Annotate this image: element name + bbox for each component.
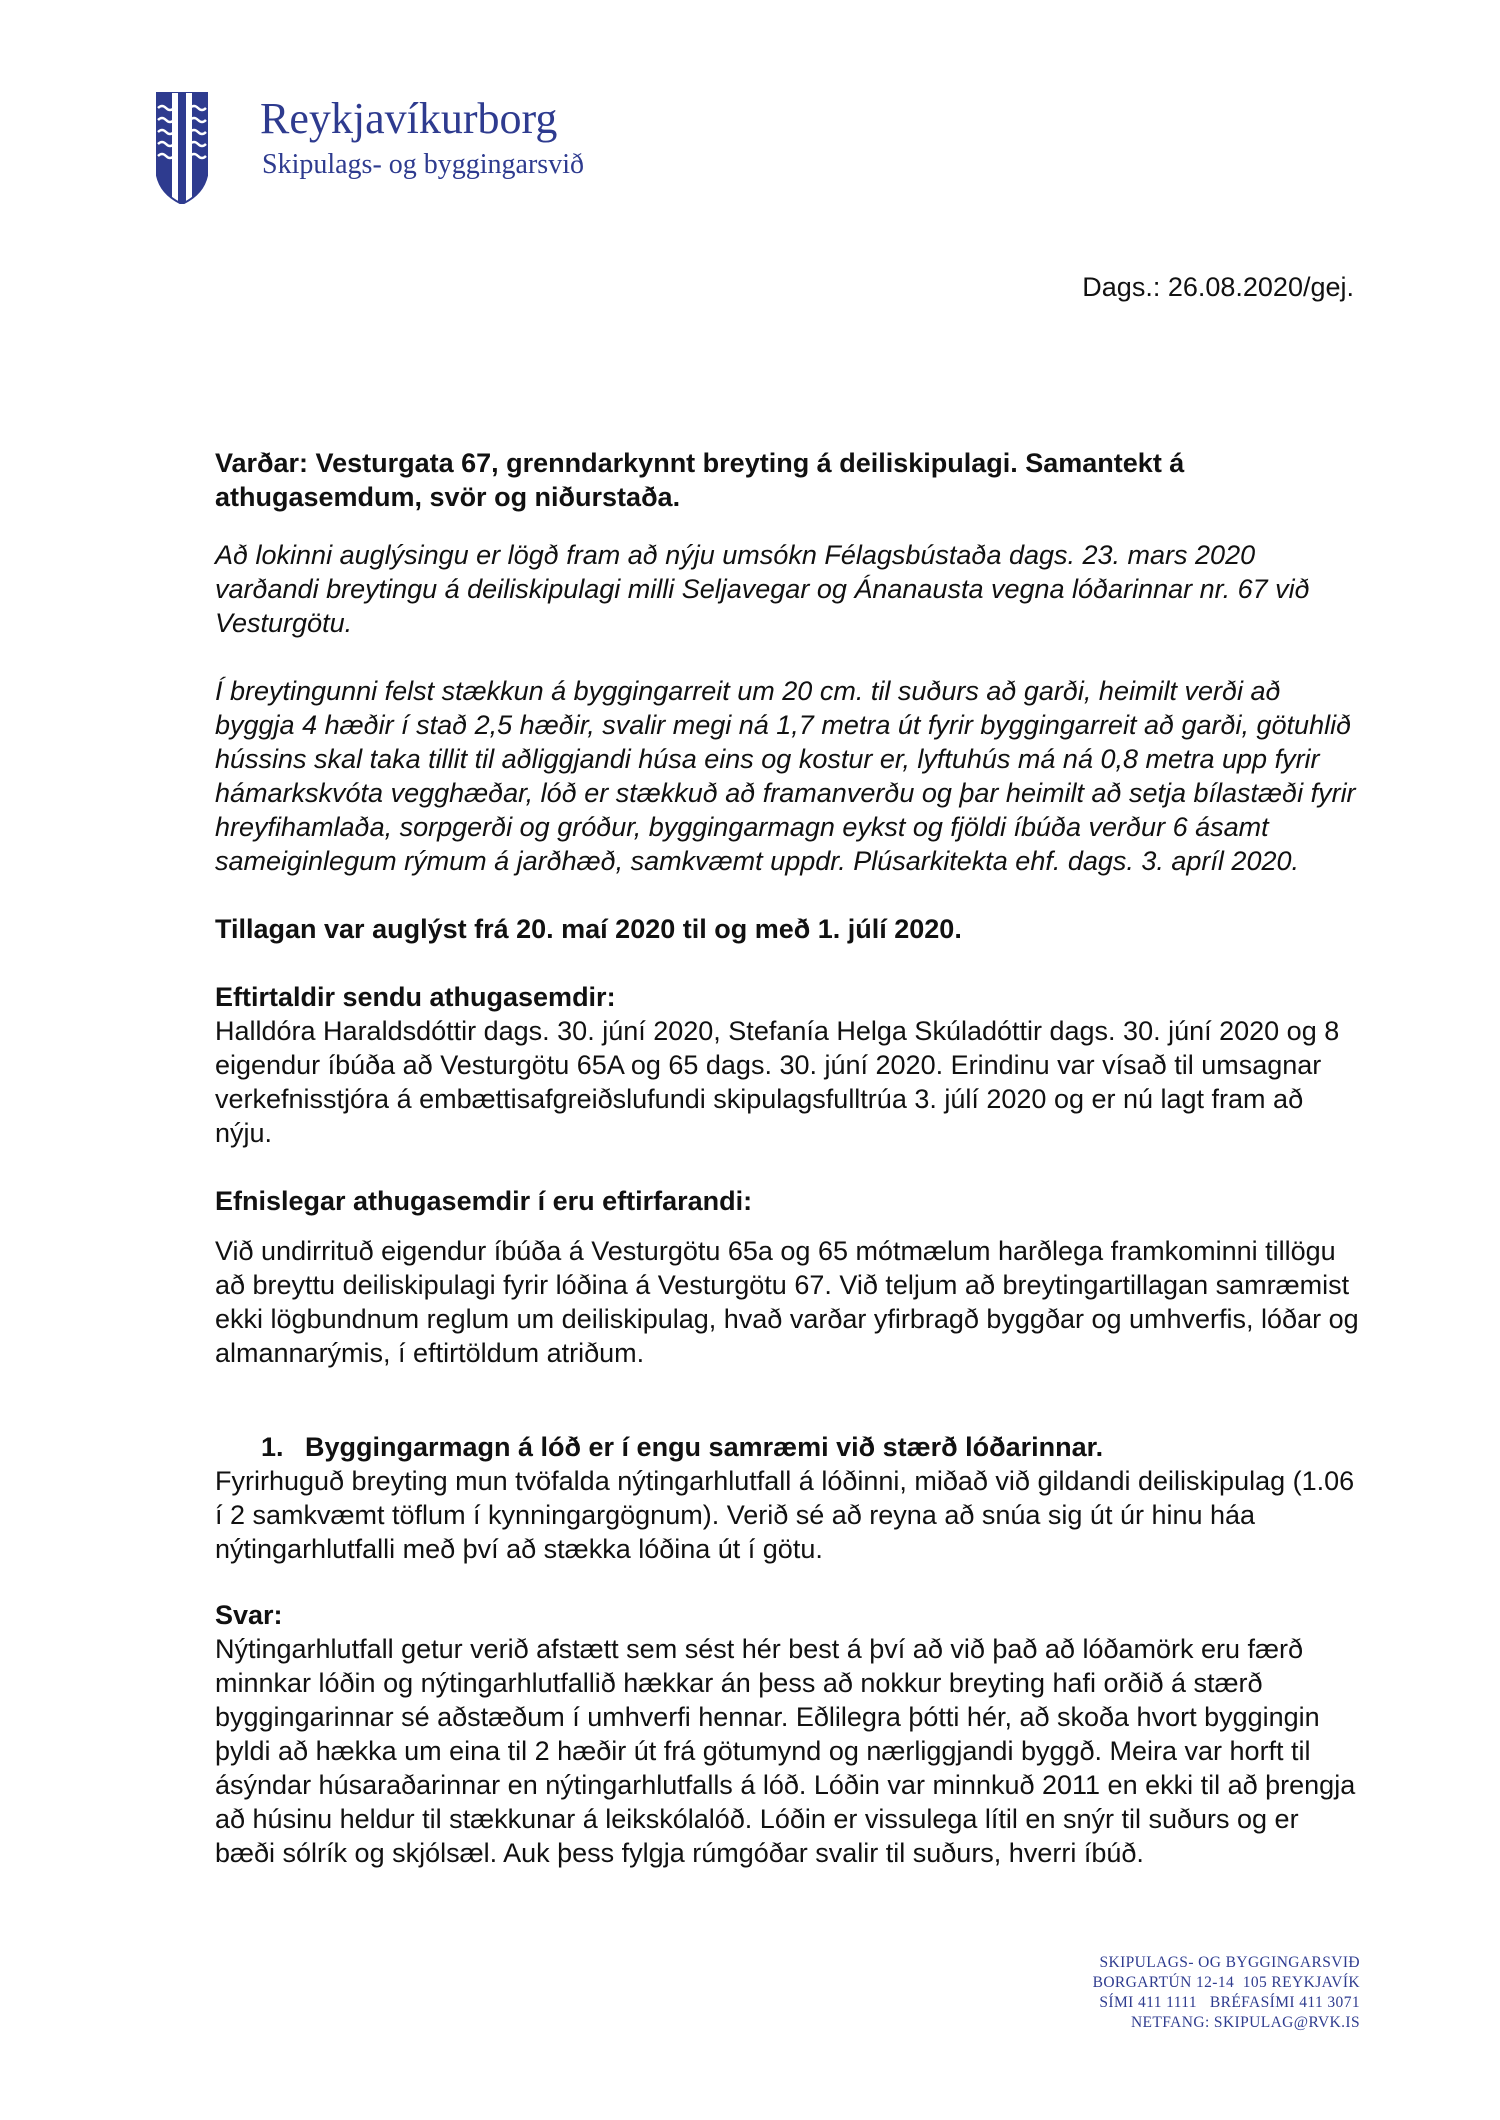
objections-heading: Efnislegar athugasemdir í eru eftirfarandi: xyxy=(215,1186,753,1216)
item-1-text: Fyrirhuguð breyting mun tvöfalda nýtingarhlutfall á lóðinni, miðað við gildandi deiliskipulag (1.06 í 2 samkvæmt töflum í kynningargögnum). Verið sé að reyna að snúa sig út úr hinu háa nýtingarhlutfalli með því að stækka lóðina út í götu. xyxy=(215,1466,1355,1564)
objections-text: Við undirrituð eigendur íbúða á Vesturgötu 65a og 65 mótmælum harðlega framkominni tillögu að breyttu deiliskipulagi fyrir lóðina á Vesturgötu 67. Við teljum að breytingartillagan samræmist ekki lögbundnum reglum um deiliskipulag, hvað varðar yfirbragð byggðar og umhverfis, lóðar og almannarýmis, í eftirtöldum atriðum. xyxy=(215,1236,1359,1368)
description-paragraph: Í breytingunni felst stækkun á byggingarreit um 20 cm. til suðurs að garði, heimilt verði að byggja 4 hæðir í stað 2,5 hæðir, svalir megi ná 1,7 metra út fyrir byggingarreit að garði, götuhlið hússins skal taka tillit til aðliggjandi húsa eins og kostur er, lyftuhús má ná 0,8 metra upp fyrir hámarkskvóta vegghæðar, lóð er stækkuð að framanverðu og þar heimilt að setja bílastæði fyrir hreyfihamlaða, sorpgerði og gróður, byggingarmagn eykst og fjöldi íbúða verður 6 ásamt sameiginlegum rýmum á jarðhæð, samkvæmt uppdr. Plúsarkitekta ehf. dags. 3. apríl 2020. xyxy=(215,676,1356,876)
org-subtitle: Skipulags- og byggingarsvið xyxy=(262,149,584,180)
item-1-title xyxy=(215,1430,1365,1464)
footer-line-1: SKIPULAGS- OG BYGGINGARSVIÐ xyxy=(1099,1954,1360,1971)
senders-section xyxy=(215,980,1365,1150)
footer-address xyxy=(1093,1953,1360,2033)
subject-line: Varðar: Vesturgata 67, grenndarkynnt breyting á deiliskipulagi. Samantekt á athugasemdum, svör og niðurstaða. xyxy=(215,448,1185,512)
item-1-number: 1. xyxy=(261,1432,284,1462)
footer-line-4: NETFANG: SKIPULAG@RVK.IS xyxy=(1130,2014,1360,2031)
item-1-title-text: Byggingarmagn á lóð er í engu samræmi við stærð lóðarinnar. xyxy=(305,1432,1104,1462)
answer-text: Nýtingarhlutfall getur verið afstætt sem sést hér best á því að við það að lóðamörk eru færð minnkar lóðin og nýtingarhlutfallið hækkar án þess að nokkur breyting hafi orðið á stærð byggingarinnar sé aðstæðum í umhverfi hennar. Eðlilegra þótti hér, að skoða hvort byggingin þyldi að hækka um eina til 2 hæðir út frá götumynd og nærliggjandi byggð. Meira var horft til ásýndar húsaraðarinnar en nýtingarhlutfalls á lóð. Lóðin var minnkuð 2011 en ekki til að þrengja að húsinu heldur til stækkunar á leikskólalóð. Lóðin er vissulega lítil en snýr til suðurs og er bæði sólrík og skjólsæl. Auk þess fylgja rúmgóðar svalir til suðurs, hverri íbúð. xyxy=(215,1634,1356,1868)
advertised-period: Tillagan var auglýst frá 20. maí 2020 til og með 1. júlí 2020. xyxy=(215,914,962,944)
senders-text: Halldóra Haraldsdóttir dags. 30. júní 2020, Stefanía Helga Skúladóttir dags. 30. júní 2020 og 8 eigendur íbúða að Vesturgötu 65A og 65 dags. 30. júní 2020. Erindinu var vísað til umsagnar verkefnisstjóra á embættisafgreiðslufundi skipulagsfulltrúa 3. júlí 2020 og er nú lagt fram að nýju. xyxy=(215,1016,1340,1148)
intro-paragraph: Að lokinni auglýsingu er lögð fram að nýju umsókn Félagsbústaða dags. 23. mars 2020 varðandi breytingu á deiliskipulagi milli Seljavegar og Ánanausta vegna lóðarinnar nr. 67 við Vesturgötu. xyxy=(215,540,1310,638)
document-date: Dags.: 26.08.2020/gej. xyxy=(1082,272,1354,302)
letter-body xyxy=(215,446,1365,1870)
footer-line-3: SÍMI 411 1111 BRÉFASÍMI 411 3071 xyxy=(1099,1994,1360,2011)
senders-heading: Eftirtaldir sendu athugasemdir: xyxy=(215,982,616,1012)
answer-heading: Svar: xyxy=(215,1600,283,1630)
footer-line-2: BORGARTÚN 12-14 105 REYKJAVÍK xyxy=(1092,1974,1360,1991)
coat-of-arms-logo xyxy=(156,92,208,204)
org-name: Reykjavíkurborg xyxy=(260,94,558,143)
